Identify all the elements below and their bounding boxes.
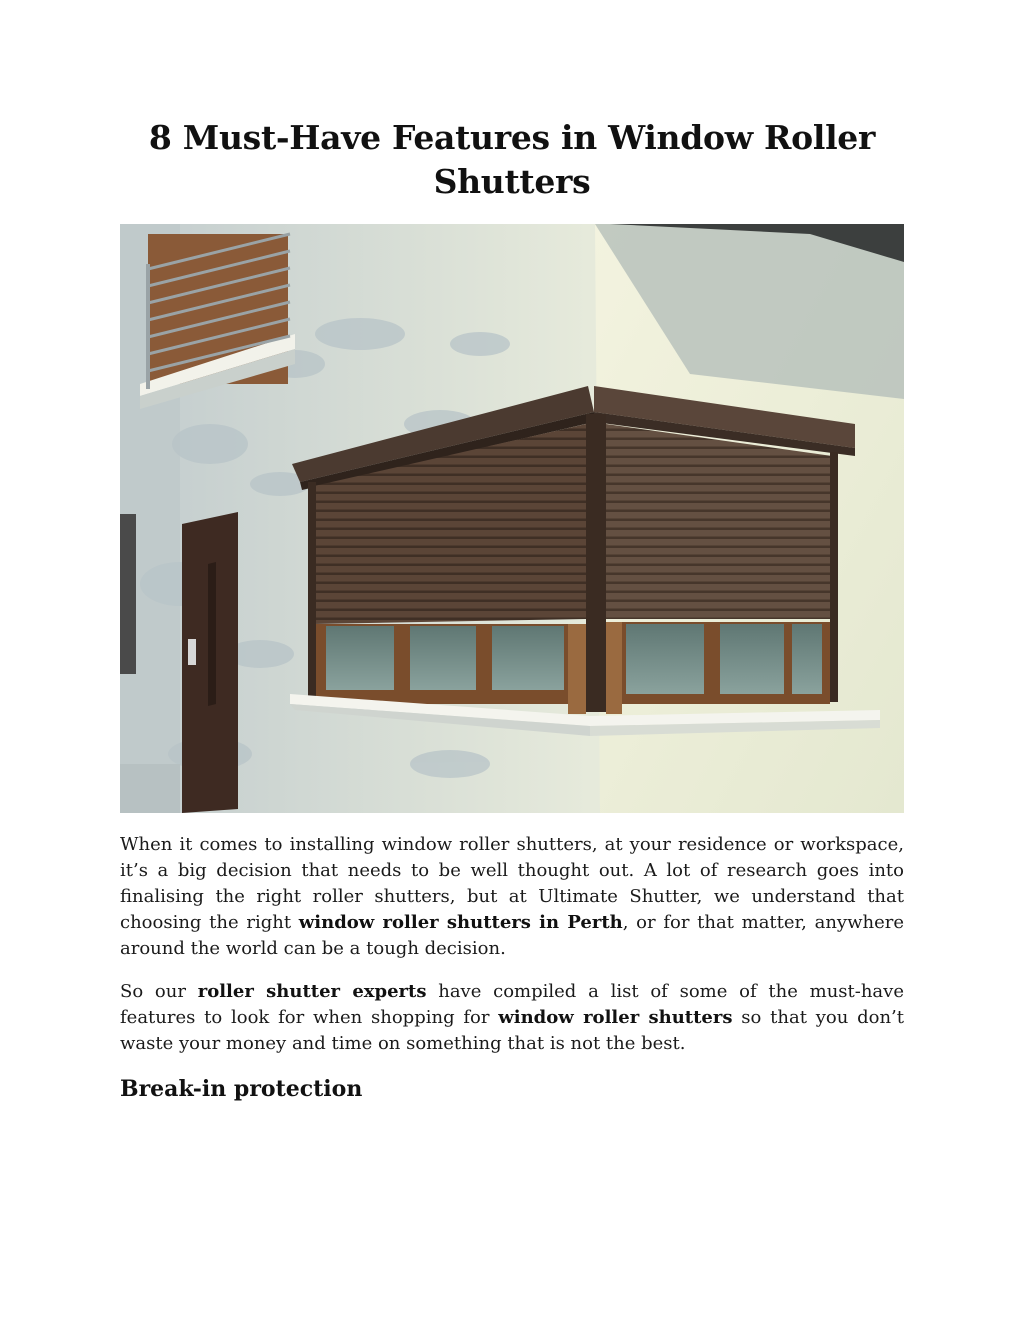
- roller-shutter-illustration: [120, 224, 904, 813]
- intro-text-2: , or for that matter, anywhere around the world can be a tough decision.: [120, 912, 905, 959]
- intro-text-1: When it comes to installing window roller shutters, at your residence or workspace, it’s a big decision that needs to be well thought out. A lot of research goes into finalising the right roller shutters, but at Ultimate Shutter, we understand that choosing the right: [120, 834, 904, 933]
- experts-text-1: So our: [120, 981, 198, 1002]
- experts-text-3: so that you don’t waste your money and time on something that is not the best.: [120, 1007, 904, 1054]
- experts-bold-1: roller shutter experts: [197, 981, 427, 1002]
- intro-paragraph: [120, 832, 904, 962]
- hero-image: [120, 224, 904, 813]
- section-heading-break-in: Break-in protection: [120, 1076, 363, 1102]
- document-title: 8 Must-Have Features in Window Roller Shutters: [148, 118, 876, 201]
- experts-text-2: have compiled a list of some of the must-have features to look for when shopping for: [120, 981, 904, 1028]
- experts-paragraph: [120, 979, 904, 1057]
- experts-bold-2: window roller shutters: [498, 1007, 733, 1028]
- intro-bold-perth: window roller shutters in Perth: [298, 912, 623, 933]
